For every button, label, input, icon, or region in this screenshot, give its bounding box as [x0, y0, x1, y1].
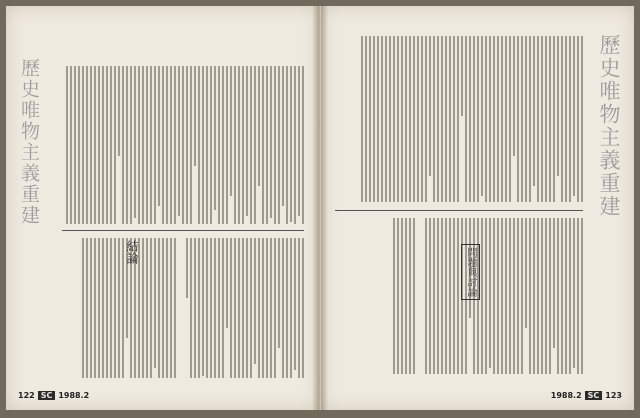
- right-page-title: 歷史唯物主義重建: [597, 34, 621, 218]
- left-issue-badge: SC: [38, 391, 56, 400]
- right-upper-text-block: [335, 36, 583, 202]
- right-issue-date: 1988.2: [550, 391, 582, 400]
- right-page-gutter-shadow: [320, 6, 328, 410]
- left-page-gutter-shadow: [312, 6, 320, 410]
- right-page-footer: [551, 391, 622, 400]
- left-page-number: 122: [18, 391, 35, 400]
- left-page-footer: [18, 391, 89, 400]
- left-issue-date: 1988.2: [58, 391, 90, 400]
- magazine-spread: [6, 6, 634, 410]
- left-column-divider: [62, 230, 304, 231]
- left-lower-text-block: [62, 238, 304, 378]
- right-lower-text-block: [335, 218, 583, 374]
- right-page-number: 123: [605, 391, 622, 400]
- right-column-divider: [335, 210, 583, 211]
- left-page-running-title: 歷史唯物主義重建: [18, 58, 40, 226]
- left-upper-text-block: [62, 66, 304, 224]
- left-page: [6, 6, 320, 410]
- conclusion-heading: 結論: [125, 240, 139, 264]
- author-box: 問題與討論: [461, 244, 480, 300]
- right-page: [320, 6, 634, 410]
- right-issue-badge: SC: [585, 391, 603, 400]
